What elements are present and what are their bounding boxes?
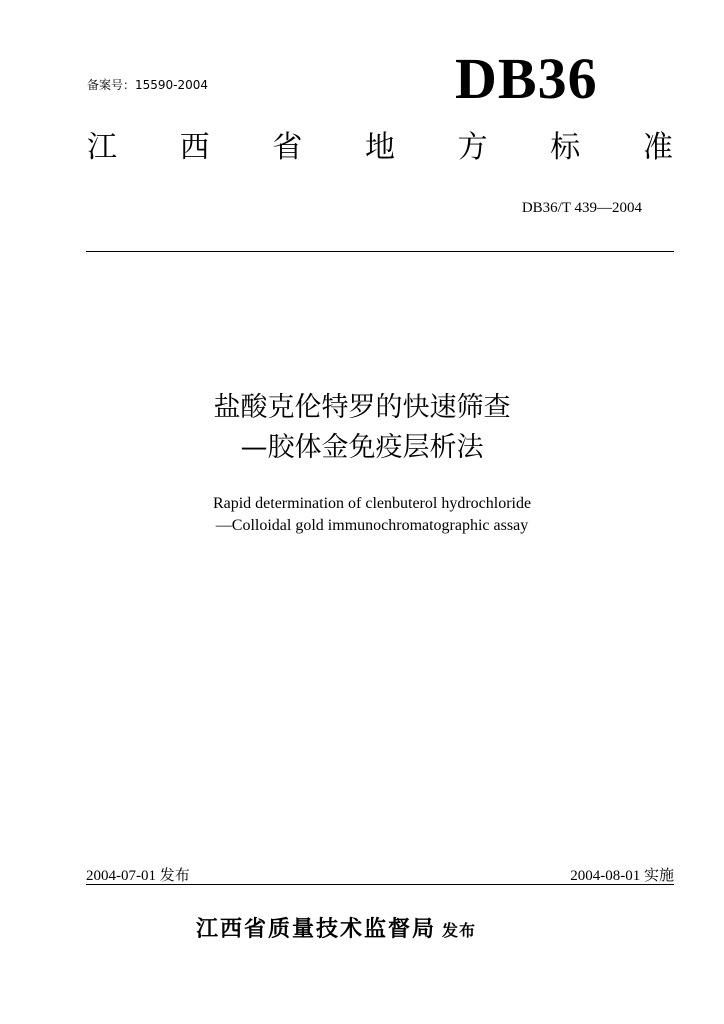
issuer-name: 江西省质量技术监督局	[196, 917, 437, 942]
chinese-title-line-2: —胶体金免疫层析法	[240, 432, 484, 463]
english-title-line-1: Rapid determination of clenbuterol hydrochloride	[212, 495, 532, 512]
standard-type-char: 准	[642, 130, 673, 165]
top-divider	[86, 251, 674, 252]
standard-code: DB36	[455, 46, 598, 111]
standard-type-char: 西	[179, 130, 210, 165]
english-title	[0, 493, 724, 537]
chinese-title	[0, 388, 724, 468]
standard-type-char: 地	[364, 130, 395, 165]
chinese-title-line-1: 盐酸克伦特罗的快速筛查	[213, 392, 511, 423]
effective-date: 2004-08-01 实施	[570, 868, 674, 884]
filing-number: 备案号：15590-2004	[87, 78, 209, 92]
issuer-label: 发布	[442, 921, 477, 940]
standard-type-char: 方	[457, 130, 488, 165]
english-title-line-2: —Colloidal gold immunochromatographic assay	[215, 517, 529, 534]
issuing-authority	[196, 912, 476, 943]
release-date: 2004-07-01 发布	[86, 868, 190, 884]
standard-type-char: 省	[272, 130, 303, 165]
standard-type-char: 江	[87, 130, 117, 165]
standard-type-heading	[87, 130, 673, 165]
standard-number: DB36/T 439—2004	[521, 200, 642, 216]
standard-type-char: 标	[550, 130, 581, 165]
date-row	[86, 864, 674, 885]
bottom-divider	[86, 884, 674, 885]
